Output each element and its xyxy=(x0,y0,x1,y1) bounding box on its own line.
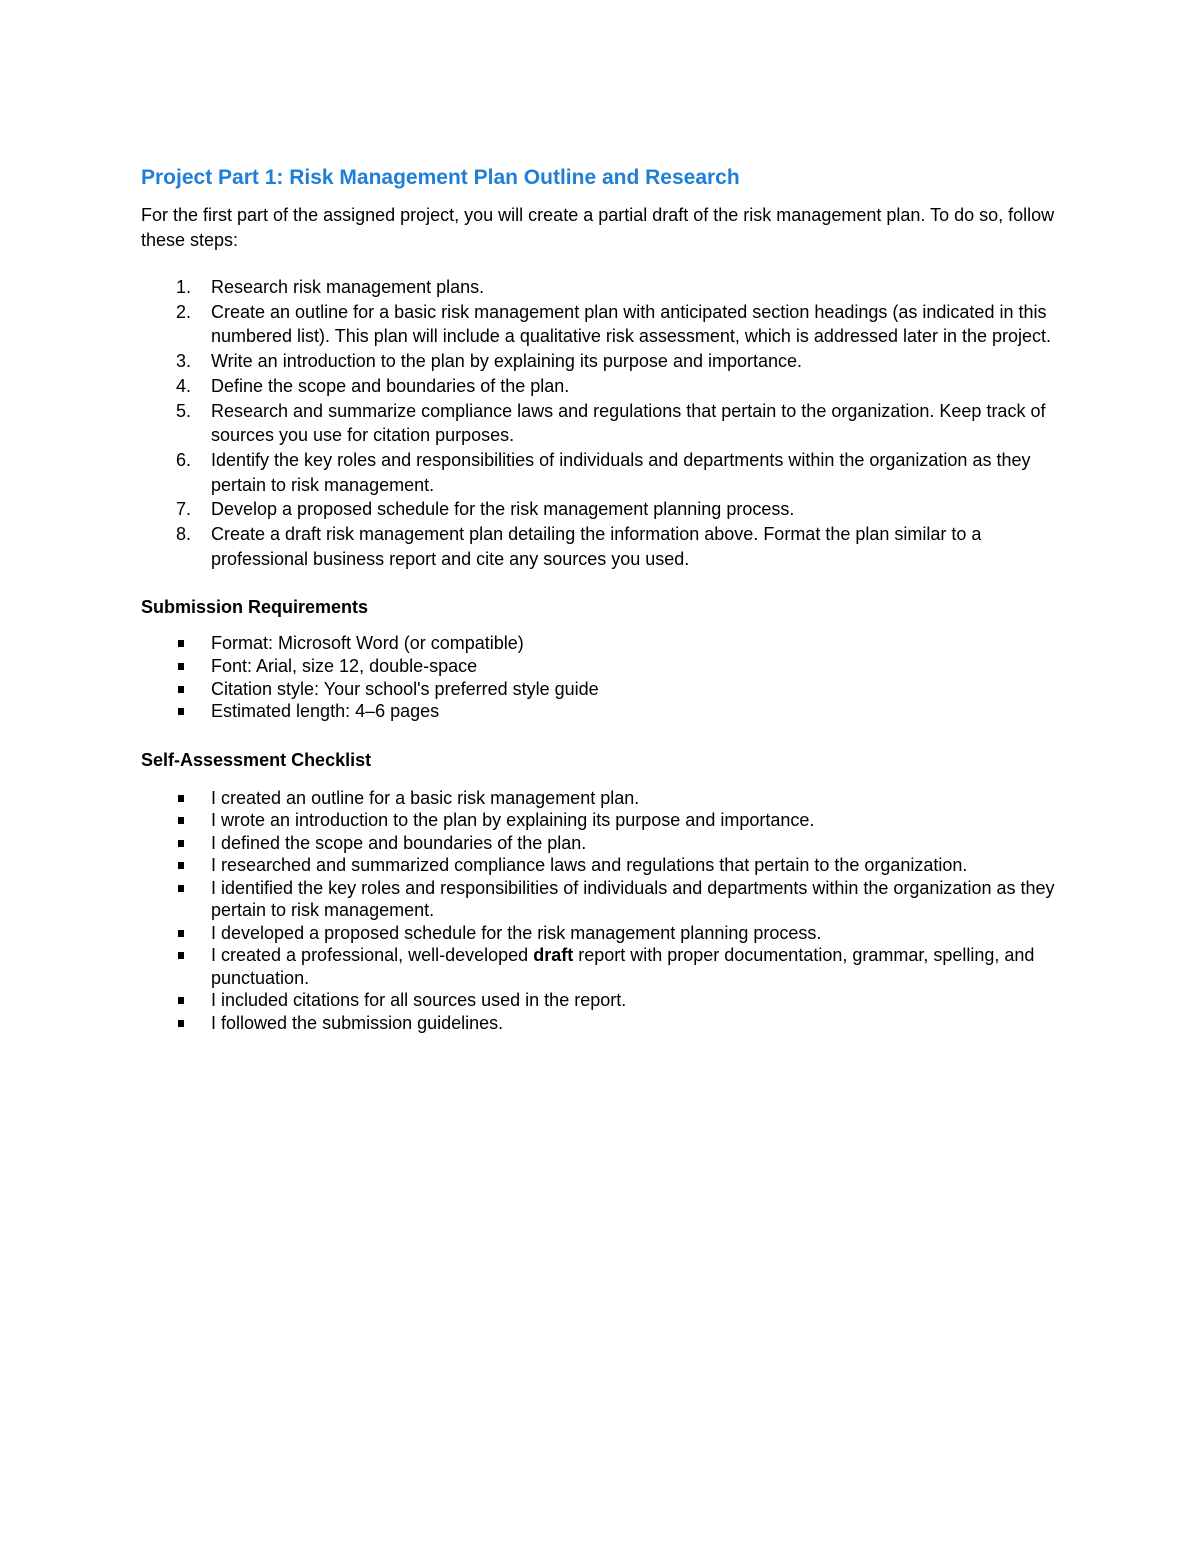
list-item xyxy=(141,448,1056,497)
list-number: 1. xyxy=(176,277,192,297)
list-item xyxy=(141,989,1056,1012)
checklist-text: I created an outline for a basic risk management plan. xyxy=(211,787,640,808)
list-number: 8. xyxy=(176,524,192,545)
list-number: 4. xyxy=(176,375,192,396)
checklist-text: I developed a proposed schedule for the risk management planning process. xyxy=(211,922,822,943)
list-item xyxy=(141,497,1056,522)
step-text: Create an outline for a basic risk management plan with anticipated section headings (as indicated in this numbered list). This plan will include a qualitative risk assessment, which is addressed later in the project. xyxy=(211,301,1052,347)
list-item xyxy=(141,632,1056,655)
square-bullet-icon xyxy=(178,930,184,937)
list-item xyxy=(141,700,1056,723)
list-item xyxy=(141,678,1056,701)
document-page xyxy=(141,163,1056,1034)
list-item xyxy=(141,1012,1056,1035)
list-item xyxy=(141,922,1056,945)
square-bullet-icon xyxy=(178,708,184,715)
requirement-text: Format: Microsoft Word (or compatible) xyxy=(211,633,524,654)
step-text: Research risk management plans. xyxy=(211,277,485,297)
list-number: 7. xyxy=(176,499,192,520)
steps-list xyxy=(141,275,1056,571)
step-text: Research and summarize compliance laws and regulations that pertain to the organization. Keep track of sources you use for citation purposes. xyxy=(211,400,1046,446)
checklist-text: I defined the scope and boundaries of the plan. xyxy=(211,832,587,853)
list-number: 6. xyxy=(176,449,192,470)
list-item xyxy=(141,349,1056,374)
checklist-text: I identified the key roles and responsibilities of individuals and departments within the organization as they pertain to risk management. xyxy=(211,877,1055,921)
submission-heading: Submission Requirements xyxy=(141,597,369,618)
list-item xyxy=(141,787,1056,810)
step-text: Write an introduction to the plan by explaining its purpose and importance. xyxy=(211,351,803,372)
checklist-text: I researched and summarized compliance laws and regulations that pertain to the organization. xyxy=(211,855,968,876)
list-item xyxy=(141,832,1056,855)
list-item xyxy=(141,275,1056,300)
list-item xyxy=(141,854,1056,877)
checklist-text: I wrote an introduction to the plan by explaining its purpose and importance. xyxy=(211,810,815,831)
list-item xyxy=(141,522,1056,571)
checklist-text: I followed the submission guidelines. xyxy=(211,1012,504,1033)
requirement-text: Font: Arial, size 12, double-space xyxy=(211,656,478,677)
square-bullet-icon xyxy=(178,952,184,959)
submission-list xyxy=(141,632,1056,722)
square-bullet-icon xyxy=(178,795,184,802)
requirement-text: Citation style: Your school's preferred style guide xyxy=(211,678,599,699)
list-item xyxy=(141,877,1056,922)
square-bullet-icon xyxy=(178,686,184,693)
square-bullet-icon xyxy=(178,640,184,647)
checklist-heading: Self-Assessment Checklist xyxy=(141,749,372,770)
list-item xyxy=(141,300,1056,349)
list-number: 3. xyxy=(176,351,192,372)
list-item xyxy=(141,944,1056,989)
square-bullet-icon xyxy=(178,1020,184,1027)
list-number: 2. xyxy=(176,301,192,322)
intro-paragraph: For the first part of the assigned project, you will create a partial draft of the risk management plan. To do so, follow these steps: xyxy=(141,205,1055,250)
checklist-list xyxy=(141,787,1056,1035)
step-text: Define the scope and boundaries of the plan. xyxy=(211,375,570,396)
square-bullet-icon xyxy=(178,663,184,670)
step-text: Identify the key roles and responsibilities of individuals and departments within the organization as they pertain to risk management. xyxy=(211,449,1031,495)
square-bullet-icon xyxy=(178,862,184,869)
step-text: Develop a proposed schedule for the risk management planning process. xyxy=(211,499,795,520)
checklist-bold-word: draft xyxy=(533,945,574,966)
checklist-text-before: I created a professional, well-developed xyxy=(211,945,534,966)
list-item xyxy=(141,655,1056,678)
square-bullet-icon xyxy=(178,840,184,847)
list-item xyxy=(141,809,1056,832)
square-bullet-icon xyxy=(178,997,184,1004)
step-text: Create a draft risk management plan detailing the information above. Format the plan similar to a professional business report and cite any sources you used. xyxy=(211,524,982,569)
square-bullet-icon xyxy=(178,885,184,892)
list-item xyxy=(141,374,1056,399)
checklist-text-after: report with proper documentation, grammar, spelling, and punctuation. xyxy=(211,945,1035,988)
list-number: 5. xyxy=(176,400,192,421)
requirement-text: Estimated length: 4–6 pages xyxy=(211,701,440,722)
square-bullet-icon xyxy=(178,817,184,824)
checklist-text: I included citations for all sources used in the report. xyxy=(211,990,627,1011)
list-item xyxy=(141,399,1056,448)
page-title: Project Part 1: Risk Management Plan Outline and Research xyxy=(141,166,740,189)
